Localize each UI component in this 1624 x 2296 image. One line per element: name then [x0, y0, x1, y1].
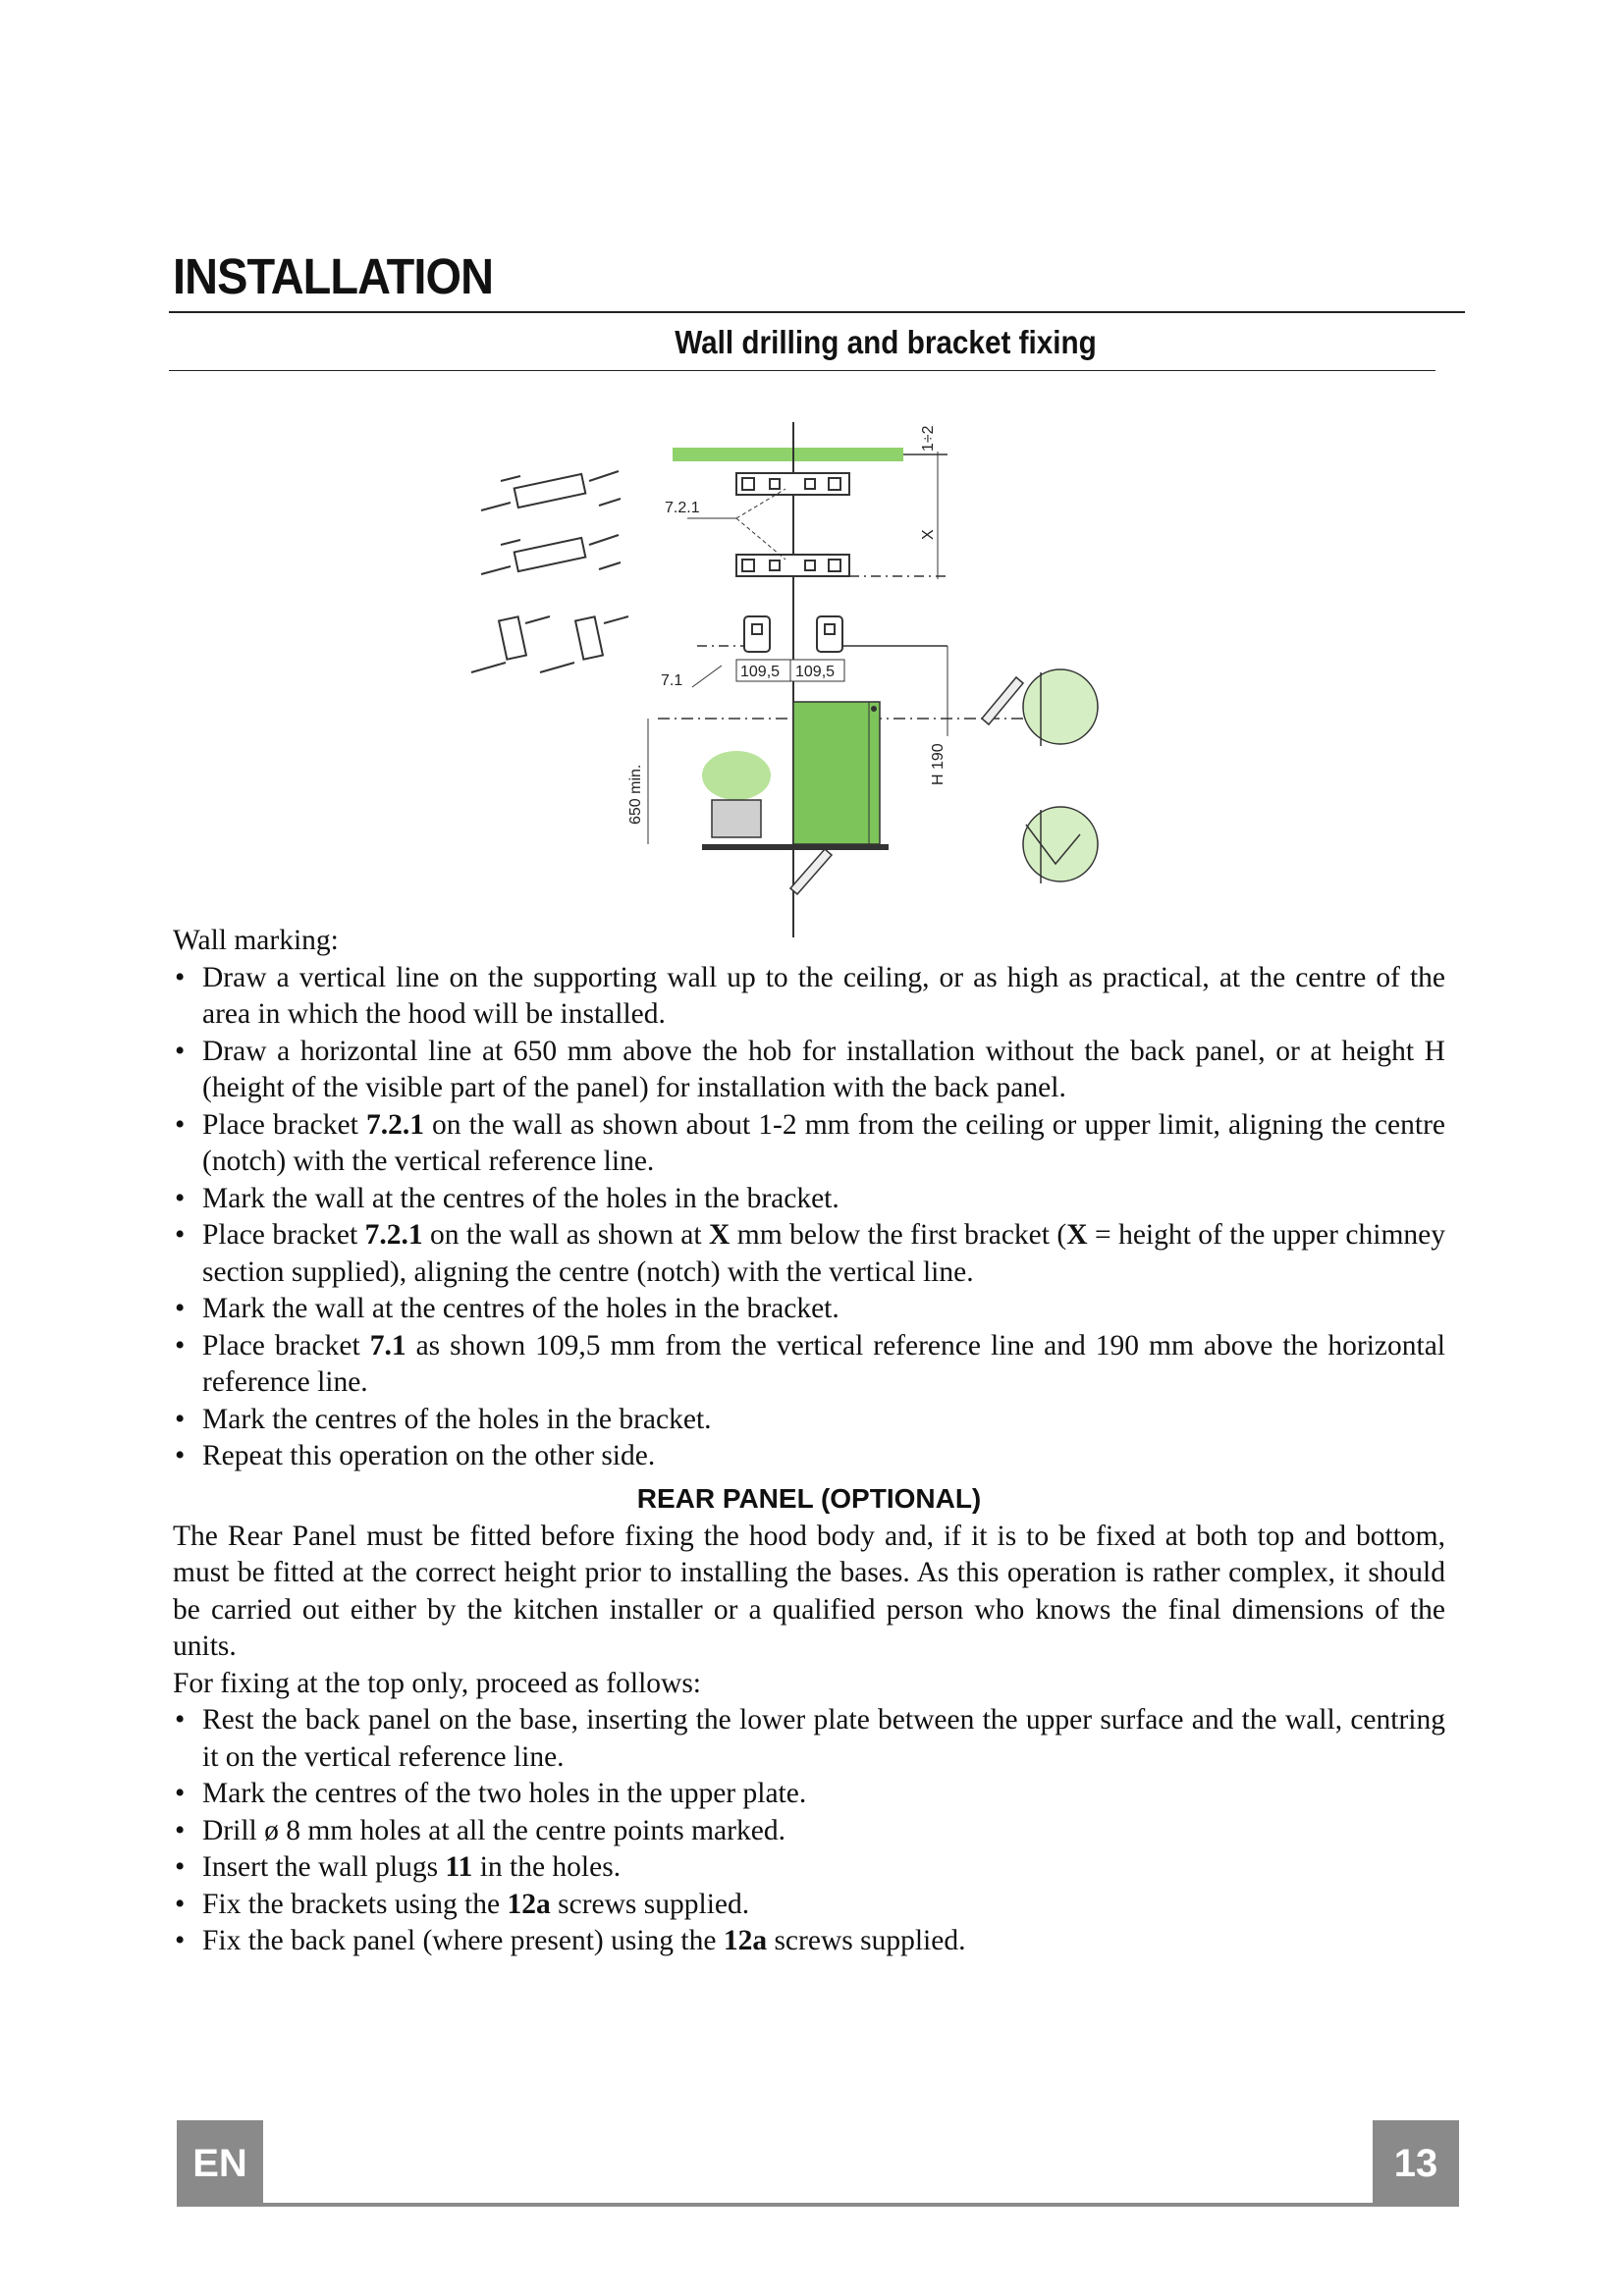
installation-diagram [452, 412, 1159, 942]
dim-left: 109,5 [740, 664, 781, 680]
label-7-2-1: 7.2.1 [665, 500, 700, 516]
section-subtitle: Wall drilling and bracket fixing [675, 324, 1097, 360]
list-item: • Mark the wall at the centres of the holes in the bracket. [173, 1291, 1445, 1328]
rear-panel-intro: For fixing at the top only, proceed as follows: [173, 1667, 702, 1699]
list-item: • Fix the brackets using the 12a screws supplied. [173, 1887, 1445, 1924]
list-item: • Repeat this operation on the other side. [173, 1438, 1445, 1475]
list-item: • Drill ø 8 mm holes at all the centre points marked. [173, 1813, 1445, 1850]
hob [702, 844, 889, 850]
list-item: • Draw a horizontal line at 650 mm above the hob for installation without the back panel, or at height H (height of the visible part of the panel) for installation with the back panel. [173, 1034, 1445, 1107]
list-item: • Mark the wall at the centres of the holes in the bracket. [173, 1181, 1445, 1218]
footer-bar [263, 2203, 1373, 2207]
instructions-body [173, 923, 1445, 1960]
dim-h190: H 190 [930, 743, 947, 785]
detail-circle-top [1023, 669, 1098, 744]
list-item: • Mark the centres of the holes in the bracket. [173, 1402, 1445, 1439]
wall-marking-list [173, 960, 1445, 1475]
lower-bracket-7-2-1 [736, 555, 849, 576]
pot-with-steam [702, 751, 771, 837]
list-item: • Place bracket 7.2.1 on the wall as shown about 1-2 mm from the ceiling or upper limit, aligning the centre (notch) with the vertical reference line. [173, 1107, 1445, 1181]
list-item: • Place bracket 7.1 as shown 109,5 mm from the vertical reference line and 190 mm above the horizontal reference line. [173, 1328, 1445, 1402]
list-item: • Insert the wall plugs 11 in the holes. [173, 1849, 1445, 1887]
dim-650: 650 min. [627, 764, 644, 825]
back-panel [793, 702, 880, 844]
wall-marking-heading: Wall marking: [173, 925, 339, 956]
dim-x: X [920, 529, 937, 540]
list-item: • Draw a vertical line on the supporting wall up to the ceiling, or as high as practical, at the centre of the area in which the hood will be installed. [173, 960, 1445, 1034]
rear-panel-list [173, 1702, 1445, 1960]
list-item: • Mark the centres of the two holes in the upper plate. [173, 1776, 1445, 1813]
list-item: • Rest the back panel on the base, inserting the lower plate between the upper surface and the wall, centring it on the vertical reference line. [173, 1702, 1445, 1776]
title-divider [169, 311, 1465, 313]
list-item: • Fix the back panel (where present) using the 12a screws supplied. [173, 1923, 1445, 1960]
list-item: • Place bracket 7.2.1 on the wall as shown at X mm below the first bracket (X = height of the upper chimney section supplied), aligning the centre (notch) with the vertical line. [173, 1217, 1445, 1291]
exploded-brackets-drawing [471, 471, 628, 672]
page-title: INSTALLATION [173, 248, 494, 304]
language-badge: EN [177, 2120, 263, 2207]
rear-panel-heading: REAR PANEL (OPTIONAL) [636, 1482, 982, 1514]
upper-bracket-7-2-1 [736, 473, 849, 495]
rear-panel-paragraph: The Rear Panel must be fitted before fixing the hood body and, if it is to be fixed at both top and bottom, must be fitted at the correct height prior to installing the bases. As this operation is rather complex, it should be carried out either by the kitchen installer or a qualified person who knows the final dimensions of the units. [173, 1520, 1445, 1662]
dim-1-2: 1÷2 [920, 425, 937, 452]
subtitle-divider [169, 370, 1435, 371]
dim-right: 109,5 [795, 664, 836, 680]
detail-circle-bottom [1023, 807, 1098, 881]
ceiling-strip [673, 448, 903, 461]
label-7-1: 7.1 [661, 672, 683, 689]
page-number: 13 [1373, 2120, 1459, 2207]
